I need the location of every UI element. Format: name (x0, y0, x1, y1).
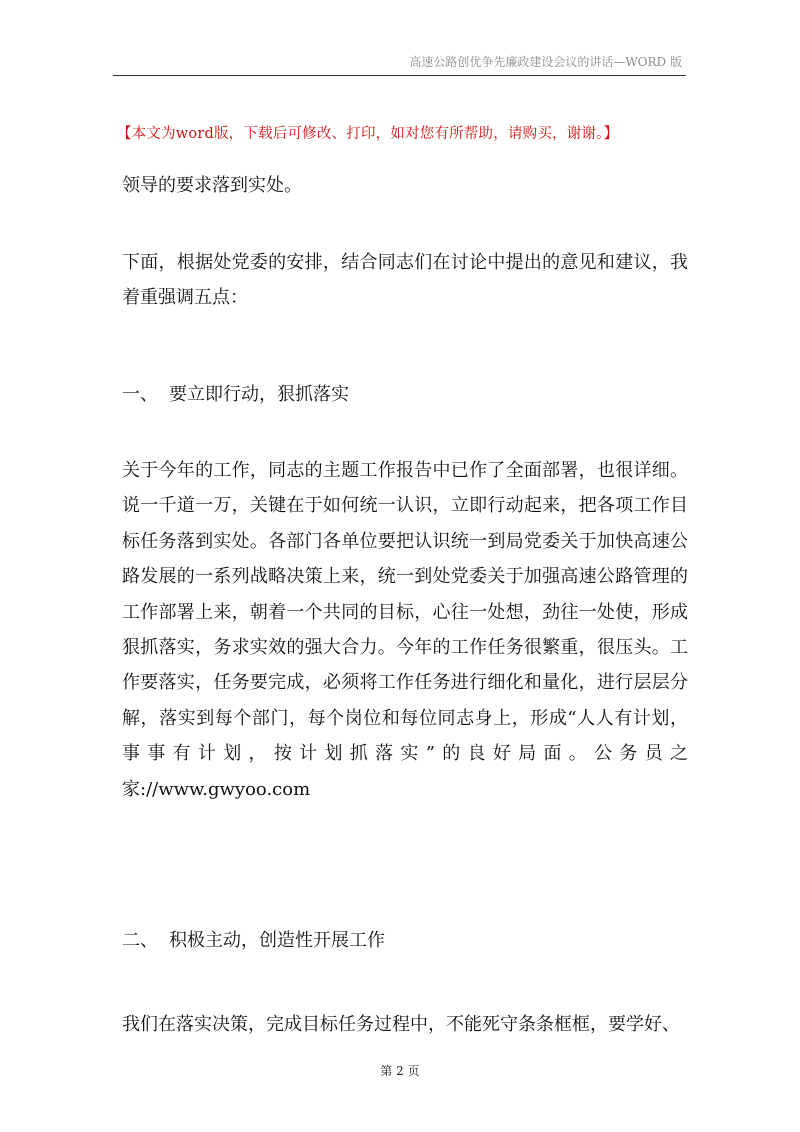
section-heading-1 (122, 380, 349, 406)
purchase-notice: 【本文为word版，下载后可修改、打印，如对您有所帮助，请购买，谢谢。】 (117, 126, 619, 142)
section-number-2: 二、 (122, 930, 158, 951)
paragraph-section-2-start: 我们在落实决策，完成目标任务过程中，不能死守条条框框，要学好、 (122, 1014, 680, 1035)
section-heading-2 (122, 926, 385, 952)
header-divider (113, 75, 686, 76)
paragraph-arrangement: 下面，根据处党委的安排，结合同志们在讨论中提出的意见和建议，我着重强调五点： (122, 252, 688, 309)
section-title-1: 要立即行动，狠抓落实 (169, 384, 349, 405)
paragraph-intro-fragment: 领导的要求落到实处。 (122, 175, 302, 196)
section-number-1: 一、 (122, 384, 158, 405)
page-number: 第 2 页 (380, 1064, 420, 1078)
section-title-2: 积极主动，创造性开展工作 (169, 930, 385, 951)
page-header-title: 高速公路创优争先廉政建设会议的讲话—WORD 版 (409, 55, 682, 69)
paragraph-section-1-body: 关于今年的工作，同志的主题工作报告中已作了全面部署，也很详细。说一千道一万，关键在于如何统一认识，立即行动起来，把各项工作目标任务落到实处。各部门各单位要把认识统一到局党委关于加快高速公路发展的一系列战略决策上来，统一到处党委关于加强高速公路管理的工作部署上来，朝着一个共同的目标，心往一处想，劲往一处使，形成狠抓落实，务求实效的强大合力。今年的工作任务很繁重，很压头。工作要落实，任务要完成，必须将工作任务进行细化和量化，进行层层分解，落实到每个部门，每个岗位和每位同志身上，形成“人人有计划，事事有计划，按计划抓落实”的良好局面。公务员之家://www.gwyoo.com (122, 460, 688, 800)
